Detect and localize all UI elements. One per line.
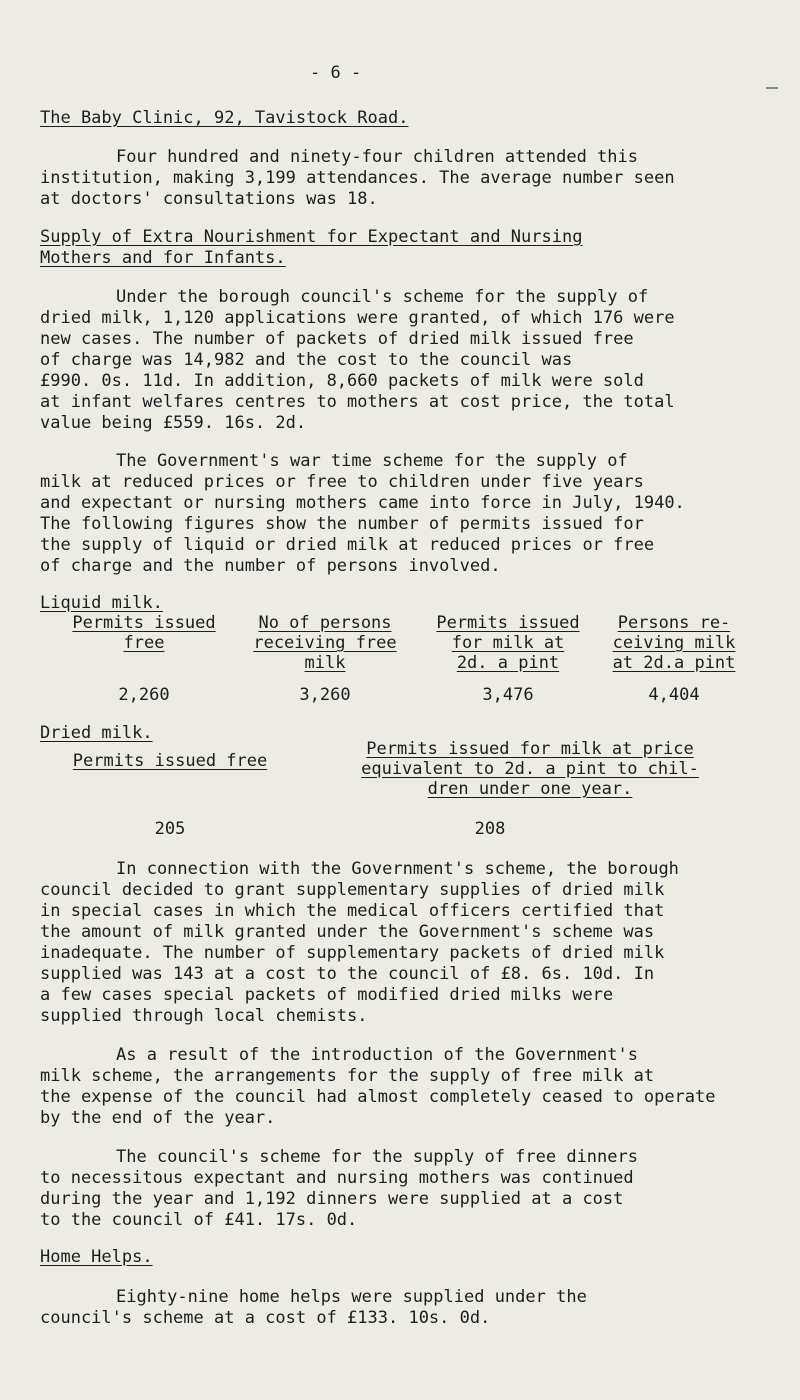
body-line: to necessitous expectant and nursing mothers was continued xyxy=(40,1168,634,1188)
body-line: at doctors' consultations was 18. xyxy=(40,189,378,209)
nourishment-heading-line2: Mothers and for Infants. xyxy=(40,248,286,268)
body-line: council's scheme at a cost of £133. 10s. 0d. xyxy=(40,1308,491,1328)
body-line: new cases. The number of packets of dried milk issued free xyxy=(40,329,634,349)
body-line: dried milk, 1,120 applications were granted, of which 176 were xyxy=(40,308,675,328)
body-line: at infant welfares centres to mothers at cost price, the total xyxy=(40,392,675,412)
table-header: Persons re- xyxy=(617,613,731,633)
body-line: inadequate. The number of supplementary packets of dried milk xyxy=(40,943,665,963)
body-line: to the council of £41. 17s. 0d. xyxy=(40,1210,358,1230)
body-line: Under the borough council's scheme for the supply of xyxy=(116,287,649,307)
table-header: Permits issued for milk at price xyxy=(366,739,694,759)
table-header: at 2d.a pint xyxy=(612,653,736,673)
body-line: and expectant or nursing mothers came into force in July, 1940. xyxy=(40,493,685,513)
body-line: supplied through local chemists. xyxy=(40,1006,368,1026)
table-cell: 3,476 xyxy=(482,685,534,705)
liquid-milk-heading: Liquid milk. xyxy=(40,593,163,613)
table-header: dren under one year. xyxy=(427,779,633,799)
table-header: 2d. a pint xyxy=(456,653,560,673)
body-line: by the end of the year. xyxy=(40,1108,276,1128)
body-line: of charge was 14,982 and the cost to the council was xyxy=(40,350,573,370)
body-line: of charge and the number of persons involved. xyxy=(40,556,501,576)
table-header: Permits issued free xyxy=(72,751,268,771)
baby-clinic-heading: The Baby Clinic, 92, Tavistock Road. xyxy=(40,108,409,128)
body-line: £990. 0s. 11d. In addition, 8,660 packets of milk were sold xyxy=(40,371,644,391)
table-cell: 208 xyxy=(474,819,506,839)
body-line: Four hundred and ninety-four children attended this xyxy=(116,147,638,167)
table-header: Permits issued xyxy=(72,613,216,633)
table-header: Permits issued xyxy=(436,613,580,633)
body-line: The council's scheme for the supply of free dinners xyxy=(116,1147,638,1167)
table-header: ceiving milk xyxy=(612,633,736,653)
body-line: The following figures show the number of permits issued for xyxy=(40,514,644,534)
body-line: value being £559. 16s. 2d. xyxy=(40,413,307,433)
body-line: The Government's war time scheme for the supply of xyxy=(116,451,628,471)
body-line: milk scheme, the arrangements for the supply of free milk at xyxy=(40,1066,655,1086)
table-cell: 205 xyxy=(154,819,186,839)
scan-mark xyxy=(766,87,778,89)
table-header: free xyxy=(123,633,165,653)
body-line: a few cases special packets of modified dried milks were xyxy=(40,985,614,1005)
table-header: equivalent to 2d. a pint to chil- xyxy=(361,759,699,779)
dried-milk-heading: Dried milk. xyxy=(40,723,153,743)
body-line: supplied was 143 at a cost to the council of £8. 6s. 10d. In xyxy=(40,964,655,984)
table-header: for milk at xyxy=(451,633,565,653)
body-line: As a result of the introduction of the Government's xyxy=(116,1045,638,1065)
body-line: institution, making 3,199 attendances. The average number seen xyxy=(40,168,675,188)
table-header: receiving free xyxy=(253,633,397,653)
body-line: during the year and 1,192 dinners were supplied at a cost xyxy=(40,1189,624,1209)
body-line: the supply of liquid or dried milk at reduced prices or free xyxy=(40,535,655,555)
table-header: milk xyxy=(304,653,346,673)
table-cell: 2,260 xyxy=(118,685,170,705)
body-line: in special cases in which the medical officers certified that xyxy=(40,901,665,921)
nourishment-heading-line1: Supply of Extra Nourishment for Expectant and Nursing xyxy=(40,227,583,247)
table-header: No of persons xyxy=(258,613,392,633)
body-line: the expense of the council had almost completely ceased to operate xyxy=(40,1087,716,1107)
table-cell: 3,260 xyxy=(299,685,351,705)
body-line: In connection with the Government's scheme, the borough xyxy=(116,859,679,879)
home-helps-heading: Home Helps. xyxy=(40,1247,153,1267)
page-number: - 6 - xyxy=(310,63,362,83)
body-line: council decided to grant supplementary supplies of dried milk xyxy=(40,880,665,900)
body-line: Eighty-nine home helps were supplied under the xyxy=(116,1287,587,1307)
table-cell: 4,404 xyxy=(648,685,700,705)
body-line: the amount of milk granted under the Government's scheme was xyxy=(40,922,655,942)
body-line: milk at reduced prices or free to children under five years xyxy=(40,472,644,492)
